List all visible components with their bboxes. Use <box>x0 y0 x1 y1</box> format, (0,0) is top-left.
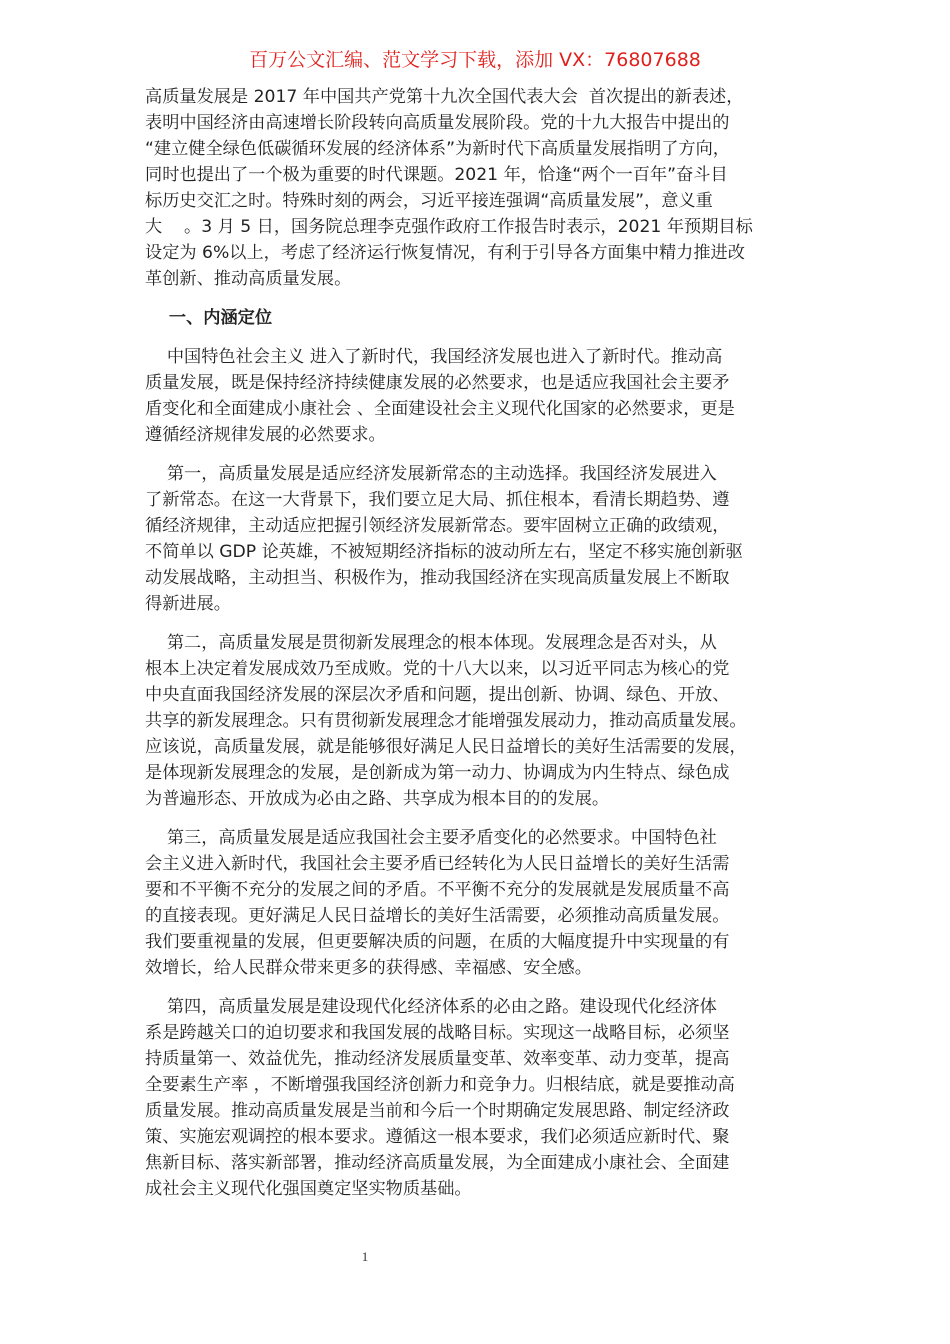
text-line: 设定为 6%以上，考虑了经济运行恢复情况，有利于引导各方面集中精力推进改 <box>145 243 745 263</box>
text-line: 表明中国经济由高速增长阶段转向高质量发展阶段。党的十九大报告中提出的 <box>145 113 730 133</box>
page-number: 1 <box>361 1249 369 1264</box>
text-line: 第三，高质量发展是适应我国社会主要矛盾变化的必然要求。中国特色社 <box>145 828 717 848</box>
text-line: 循经济规律，主动适应把握引领经济发展新常态。要牢固树立正确的政绩观， <box>145 516 730 536</box>
paragraph <box>145 461 805 617</box>
paragraph <box>145 630 805 812</box>
text-line: 应该说，高质量发展，就是能够很好满足人民日益增长的美好生活需要的发展， <box>145 737 747 757</box>
text-line: 第四，高质量发展是建设现代化经济体系的必由之路。建设现代化经济体 <box>145 997 717 1017</box>
paragraph <box>145 994 805 1202</box>
paragraph <box>145 825 805 981</box>
text-line: 全要素生产率 ，不断增强我国经济创新力和竞争力。归根结底，就是要推动高 <box>145 1075 735 1095</box>
text-line: 会主义进入新时代，我国社会主要矛盾已经转化为人民日益增长的美好生活需 <box>145 854 730 874</box>
text-line: 同时也提出了一个极为重要的时代课题。2021 年，恰逢“两个一百年”奋斗目 <box>145 165 728 185</box>
text-line: 为普遍形态、开放成为必由之路、共享成为根本目的的发展。 <box>145 789 610 809</box>
text-line: 革创新、推动高质量发展。 <box>145 269 352 289</box>
text-line: 持质量第一、效益优先，推动经济发展质量变革、效率变革、动力变革，提高 <box>145 1049 730 1069</box>
text-line: 质量发展。推动高质量发展是当前和今后一个时期确定发展思路、制定经济政 <box>145 1101 730 1121</box>
text-line: 标历史交汇之时。特殊时刻的两会，习近平接连强调“高质量发展”，意义重 <box>145 191 713 211</box>
text-line: 质量发展，既是保持经济持续健康发展的必然要求，也是适应我国社会主要矛 <box>145 373 730 393</box>
text-line: 一、内涵定位 <box>145 308 273 328</box>
text-line: 效增长，给人民群众带来更多的获得感、幸福感、安全感。 <box>145 958 592 978</box>
text-line: 我们要重视量的发展，但更要解决质的问题，在质的大幅度提升中实现量的有 <box>145 932 730 952</box>
paragraph <box>145 344 805 448</box>
text-line: 的直接表现。更好满足人民日益增长的美好生活需要，必须推动高质量发展。 <box>145 906 730 926</box>
text-line: 高质量发展是 2017 年中国共产党第十九次全国代表大会 首次提出的新表述， <box>145 87 744 107</box>
text-line: 焦新目标、落实新部署，推动经济高质量发展，为全面建成小康社会、全面建 <box>145 1153 730 1173</box>
text-line: 第一，高质量发展是适应经济发展新常态的主动选择。我国经济发展进入 <box>145 464 717 484</box>
text-line: 要和不平衡不充分的发展之间的矛盾。不平衡不充分的发展就是发展质量不高 <box>145 880 730 900</box>
text-line: 成社会主义现代化强国奠定坚实物质基础。 <box>145 1179 472 1199</box>
section-heading <box>145 305 805 331</box>
text-line: 中央直面我国经济发展的深层次矛盾和问题，提出创新、协调、绿色、开放、 <box>145 685 730 705</box>
text-line: 第二，高质量发展是贯彻新发展理念的根本体现。发展理念是否对头，从 <box>145 633 717 653</box>
text-line: 得新进展。 <box>145 594 231 614</box>
text-line: 了新常态。在这一大背景下，我们要立足大局、抓住根本，看清长期趋势、遵 <box>145 490 730 510</box>
text-line: 根本上决定着发展成效乃至成败。党的十八大以来，以习近平同志为核心的党 <box>145 659 730 679</box>
text-line: 动发展战略，主动担当、积极作为，推动我国经济在实现高质量发展上不断取 <box>145 568 730 588</box>
document-body <box>145 84 805 1215</box>
text-line: “建立健全绿色低碳循环发展的经济体系”为新时代下高质量发展指明了方向， <box>145 139 730 159</box>
paragraph <box>145 84 805 292</box>
text-line: 盾变化和全面建成小康社会 、全面建设社会主义现代化国家的必然要求，更是 <box>145 399 735 419</box>
text-line: 遵循经济规律发展的必然要求。 <box>145 425 386 445</box>
text-line: 共享的新发展理念。只有贯彻新发展理念才能增强发展动力，推动高质量发展。 <box>145 711 747 731</box>
text-line: 不简单以 GDP 论英雄，不被短期经济指标的波动所左右，坚定不移实施创新驱 <box>145 542 743 562</box>
text-line: 大 。3 月 5 日，国务院总理李克强作政府工作报告时表示，2021 年预期目标 <box>145 217 753 237</box>
text-line: 是体现新发展理念的发展，是创新成为第一动力、协调成为内生特点、绿色成 <box>145 763 730 783</box>
watermark-header: 百万公文汇编、范文学习下载，添加 VX：76807688 <box>249 49 701 71</box>
text-line: 中国特色社会主义 进入了新时代，我国经济发展也进入了新时代。推动高 <box>145 347 723 367</box>
text-line: 系是跨越关口的迫切要求和我国发展的战略目标。实现这一战略目标，必须坚 <box>145 1023 730 1043</box>
text-line: 策、实施宏观调控的根本要求。遵循这一根本要求，我们必须适应新时代、聚 <box>145 1127 730 1147</box>
